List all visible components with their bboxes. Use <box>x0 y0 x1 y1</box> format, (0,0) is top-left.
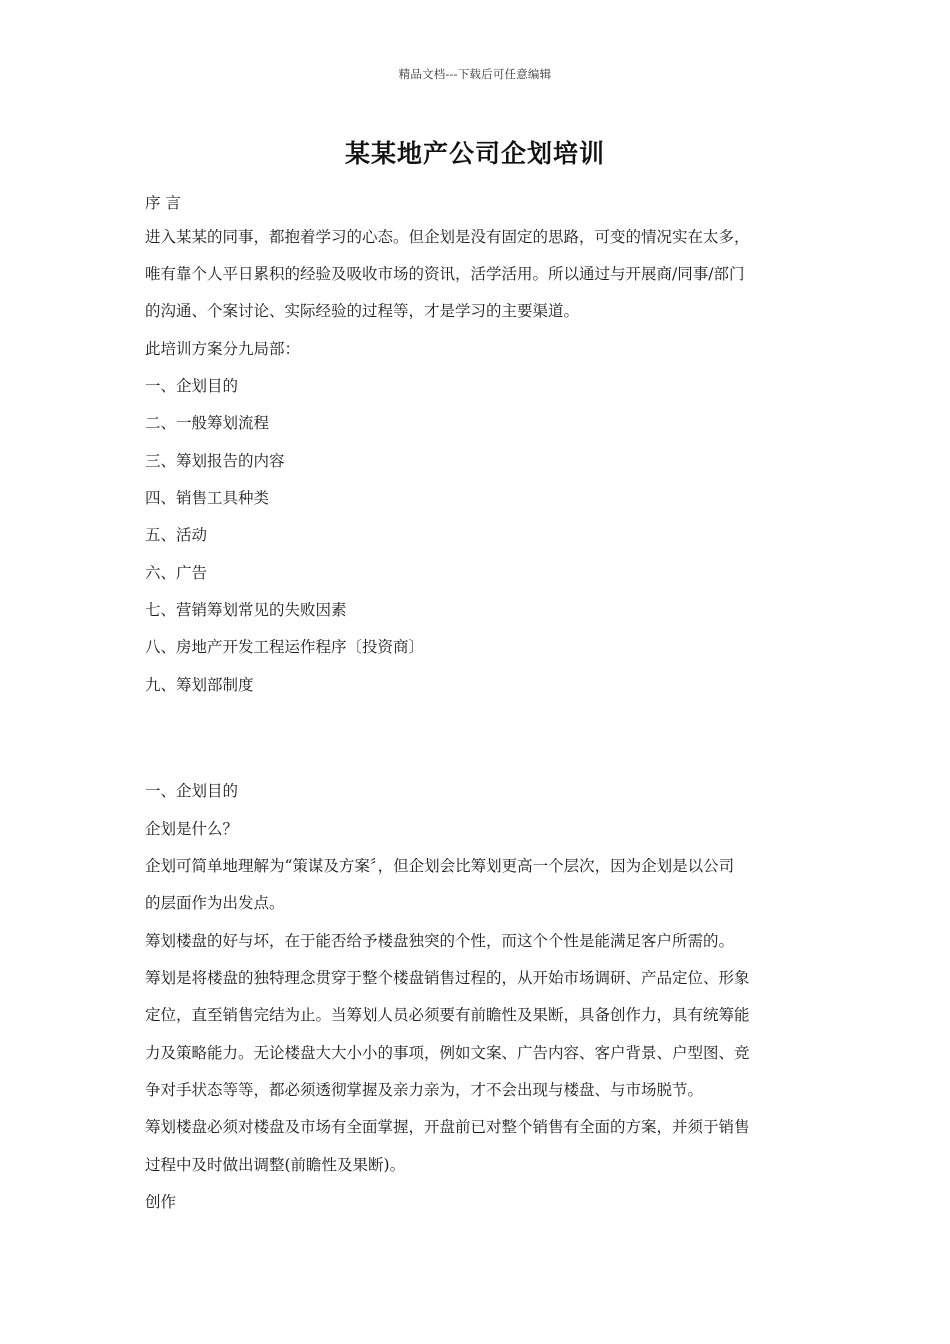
outline-item: 五、活动 <box>145 526 208 544</box>
paragraph-line: 的层面作为出发点。 <box>145 894 285 912</box>
paragraph-line: 创作 <box>145 1193 177 1211</box>
outline-item: 六、广告 <box>145 564 208 582</box>
outline-item: 八、房地产开发工程运作程序〔投资商〕 <box>145 638 425 656</box>
paragraph-line: 筹划楼盘的好与坏，在于能否给予楼盘独突的个性，而这个个性是能满足客户所需的。 <box>145 932 735 950</box>
paragraph-line: 力及策略能力。无论楼盘大大小小的事项，例如文案、广告内容、客户背景、户型图、竞 <box>145 1044 750 1062</box>
paragraph-line: 筹划楼盘必须对楼盘及市场有全面掌握，开盘前已对整个销售有全面的方案，并须于销售 <box>145 1118 750 1136</box>
outline-item: 二、一般筹划流程 <box>145 414 270 432</box>
paragraph-line: 过程中及时做出调整(前瞻性及果断)。 <box>145 1156 406 1174</box>
paragraph-line: 争对手状态等等，都必须透彻掌握及亲力亲为，才不会出现与楼盘、与市场脱节。 <box>145 1081 704 1099</box>
paragraph-line: 企划是什么？ <box>145 820 239 838</box>
paragraph-line: 筹划是将楼盘的独特理念贯穿于整个楼盘销售过程的，从开始市场调研、产品定位、形象 <box>145 969 750 987</box>
paragraph-line: 企划可简单地理解为“策谋及方案〞，但企划会比筹划更高一个层次，因为企划是以公司 <box>145 857 735 875</box>
preface-heading: 序 言 <box>145 194 181 212</box>
document-title: 某某地产公司企划培训 <box>344 139 605 168</box>
page-header: 精品文档---下载后可任意编辑 <box>398 67 552 81</box>
outline-item: 一、企划目的 <box>145 377 239 395</box>
section-heading: 一、企划目的 <box>145 782 239 800</box>
paragraph-line: 进入某某的同事，都抱着学习的心态。但企划是没有固定的思路，可变的情况实在太多， <box>145 228 750 246</box>
outline-item: 四、销售工具种类 <box>145 489 270 507</box>
paragraph-line: 定位，直至销售完结为止。当筹划人员必须要有前瞻性及果断，具备创作力，具有统筹能 <box>145 1006 750 1024</box>
paragraph-line: 的沟通、个案讨论、实际经验的过程等，才是学习的主要渠道。 <box>145 302 580 320</box>
outline-item: 九、筹划部制度 <box>145 676 254 694</box>
paragraph-line: 此培训方案分九局部： <box>145 340 301 358</box>
outline-item: 七、营销筹划常见的失败因素 <box>145 601 347 619</box>
paragraph-line: 唯有靠个人平日累积的经验及吸收市场的资讯，活学活用。所以通过与开展商/同事/部门 <box>145 265 745 283</box>
outline-item: 三、筹划报告的内容 <box>145 452 285 470</box>
